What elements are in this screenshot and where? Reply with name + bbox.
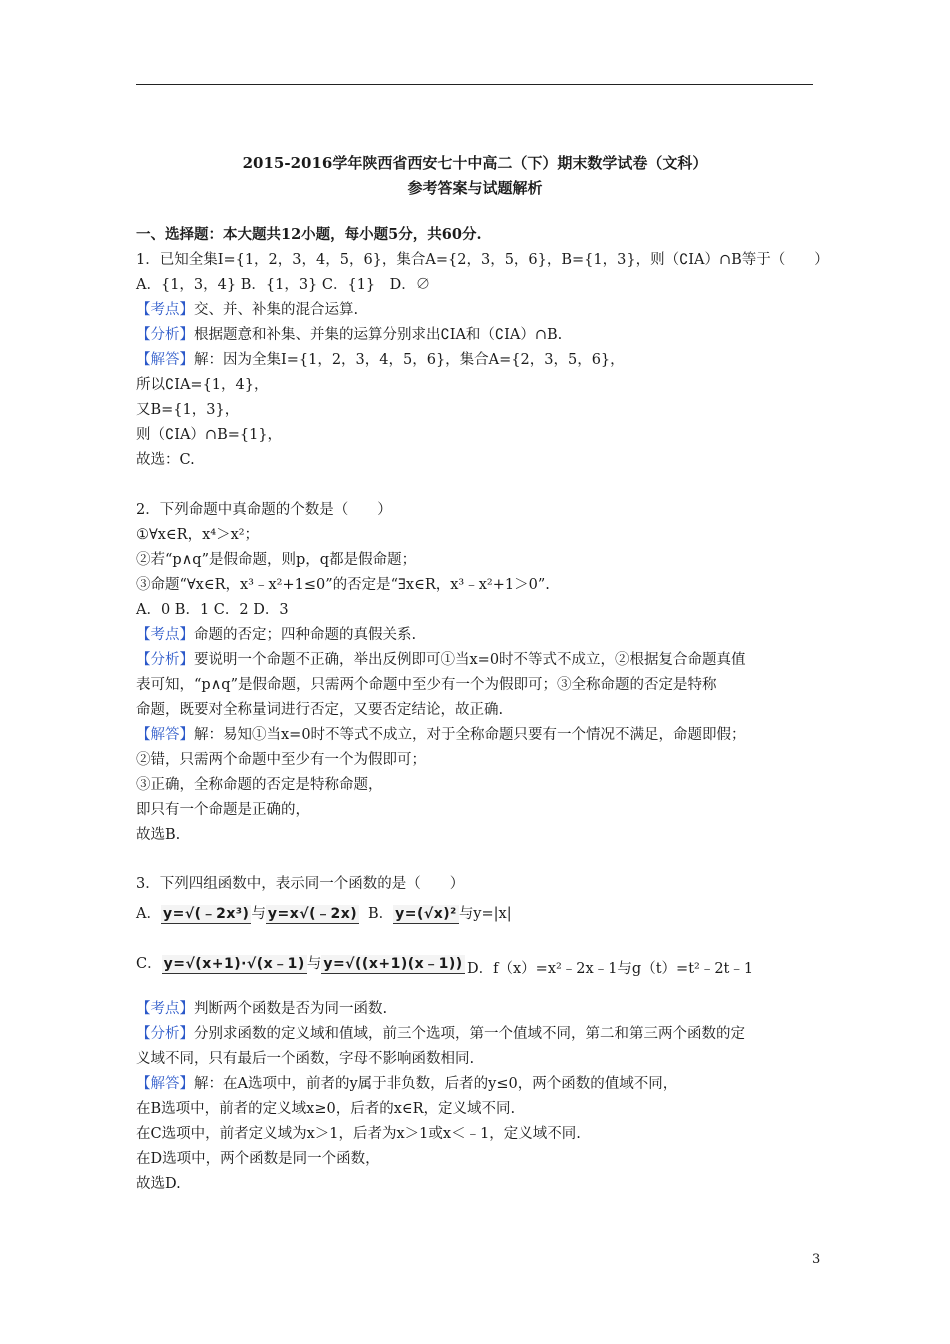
q3-jieda-text: 解：在A选项中，前者的y属于非负数，后者的y≤0，两个函数的值域不同， [194,1076,678,1092]
q2-options: A．0 B．1 C．2 D．3 [136,602,289,618]
q3-option-c-joiner: 与 [306,956,322,972]
q2-line-3: 即只有一个命题是正确的， [136,802,310,818]
q1-jieda-text: 解：因为全集I={1，2，3，4，5，6}，集合A={2，3，5，6}， [194,352,625,368]
q2-statement-2: ②若“p∧q”是假命题，则p，q都是假命题； [136,552,417,568]
q3-stem: 3．下列四组函数中，表示同一个函数的是（ ） [136,876,465,892]
q2-kaodian [136,626,416,644]
q3-option-b-label: B． [368,906,394,922]
q3-option-b [368,905,512,924]
jieda-tag: 【解答】 [136,1076,194,1092]
q2-line-1: ②错，只需两个命题中至少有一个为假即可； [136,752,426,768]
q2-line-2: ③正确，全称命题的否定是特称命题， [136,777,383,793]
q3-option-a [136,905,359,924]
q2-statement-1: ①∀x∈R，x⁴＞x²； [136,527,260,543]
q1-line-3: 则（∁IA）∩B={1}， [136,427,283,443]
q1-line-4: 故选：C. [136,452,195,468]
q1-line-1: 所以∁IA={1，4}， [136,377,269,393]
kaodian-tag: 【考点】 [136,302,194,318]
q3-option-c-formula-1: y=√(x+1)·√(x﹣1) [163,956,305,972]
q2-fenxi-text-2: 表可知，“p∧q”是假命题，只需两个命题中至少有一个为假即可；③全称命题的否定是特称 [136,677,717,693]
q3-option-b-formula-1: y=(√x)² [395,906,457,922]
q2-jieda [136,726,746,744]
q3-line-4: 故选D. [136,1176,181,1192]
q2-fenxi-text-1: 要说明一个命题不正确，举出反例即可①当x=0时不等式不成立，②根据复合命题真值 [194,652,746,668]
q1-kaodian-text: 交、并、补集的混合运算. [194,302,359,318]
q3-option-a-label: A． [136,906,161,922]
fenxi-tag: 【分析】 [136,327,194,343]
q2-stem: 2．下列命题中真命题的个数是（ ） [136,502,392,518]
q3-option-a-formula-1: y=√(﹣2x³) [162,906,250,922]
q2-fenxi [136,651,746,669]
q1-stem: 1．已知全集I={1，2，3，4，5，6}，集合A={2，3，5，6}，B={1，3}，则（∁IA）∩B等于（ ） [136,252,829,268]
q3-option-a-formula-2: y=x√(﹣2x) [267,906,358,922]
q3-kaodian-text: 判断两个函数是否为同一函数. [194,1001,388,1017]
fenxi-tag: 【分析】 [136,652,194,668]
q3-fenxi [136,1025,745,1043]
q1-fenxi-text: 根据题意和补集、并集的运算分别求出∁IA和（∁IA）∩B. [194,327,563,343]
q3-option-c-formula-2: y=√((x+1)(x﹣1)) [323,956,463,972]
q2-line-4: 故选B. [136,827,181,843]
jieda-tag: 【解答】 [136,352,194,368]
q2-fenxi-text-3: 命题，既要对全称量词进行否定，又要否定结论，故正确. [136,702,504,718]
q3-jieda [136,1075,677,1093]
q3-option-c [136,955,465,974]
q3-option-d: D．f（x）=x²﹣2x﹣1与g（t）=t²﹣2t﹣1 [467,961,754,977]
q3-line-1: 在B选项中，前者的定义域x≥0，后者的x∈R，定义域不同. [136,1101,516,1117]
q2-kaodian-text: 命题的否定；四种命题的真假关系. [194,627,417,643]
q3-line-2: 在C选项中，前者定义域为x＞1，后者为x＞1或x＜﹣1，定义域不同. [136,1126,581,1142]
kaodian-tag: 【考点】 [136,1001,194,1017]
q3-fenxi-text-1: 分别求函数的定义域和值域，前三个选项，第一个值域不同，第二和第三两个函数的定 [194,1026,745,1042]
jieda-tag: 【解答】 [136,727,194,743]
q3-option-c-label: C． [136,956,162,972]
page-title: 2015-2016学年陕西省西安七十中高二（下）期末数学试卷（文科） [242,154,708,172]
q1-jieda [136,351,625,369]
q2-statement-3: ③命题“∀x∈R，x³﹣x²+1≤0”的否定是“∃x∈R，x³﹣x²+1＞0”. [136,577,550,593]
section-heading: 一、选择题：本大题共12小题，每小题5分，共60分. [136,226,482,243]
page-number: 3 [812,1252,821,1267]
fenxi-tag: 【分析】 [136,1026,194,1042]
page-subtitle: 参考答案与试题解析 [407,179,543,197]
q2-jieda-text: 解：易知①当x=0时不等式不成立，对于全称命题只要有一个情况不满足，命题即假； [194,727,746,743]
q3-option-b-joiner: 与y=|x| [458,906,512,922]
q1-options: A．{1，3，4} B．{1，3} C．{1} D．∅ [136,277,431,293]
q3-fenxi-text-2: 义域不同，只有最后一个函数，字母不影响函数相同. [136,1051,475,1067]
q3-option-a-joiner: 与 [251,906,266,922]
q3-line-3: 在D选项中，两个函数是同一个函数， [136,1151,380,1167]
kaodian-tag: 【考点】 [136,627,194,643]
q1-kaodian [136,301,358,319]
q1-line-2: 又B={1，3}， [136,402,240,418]
q1-fenxi [136,326,562,344]
q3-kaodian [136,1000,387,1018]
header-rule [136,84,813,85]
